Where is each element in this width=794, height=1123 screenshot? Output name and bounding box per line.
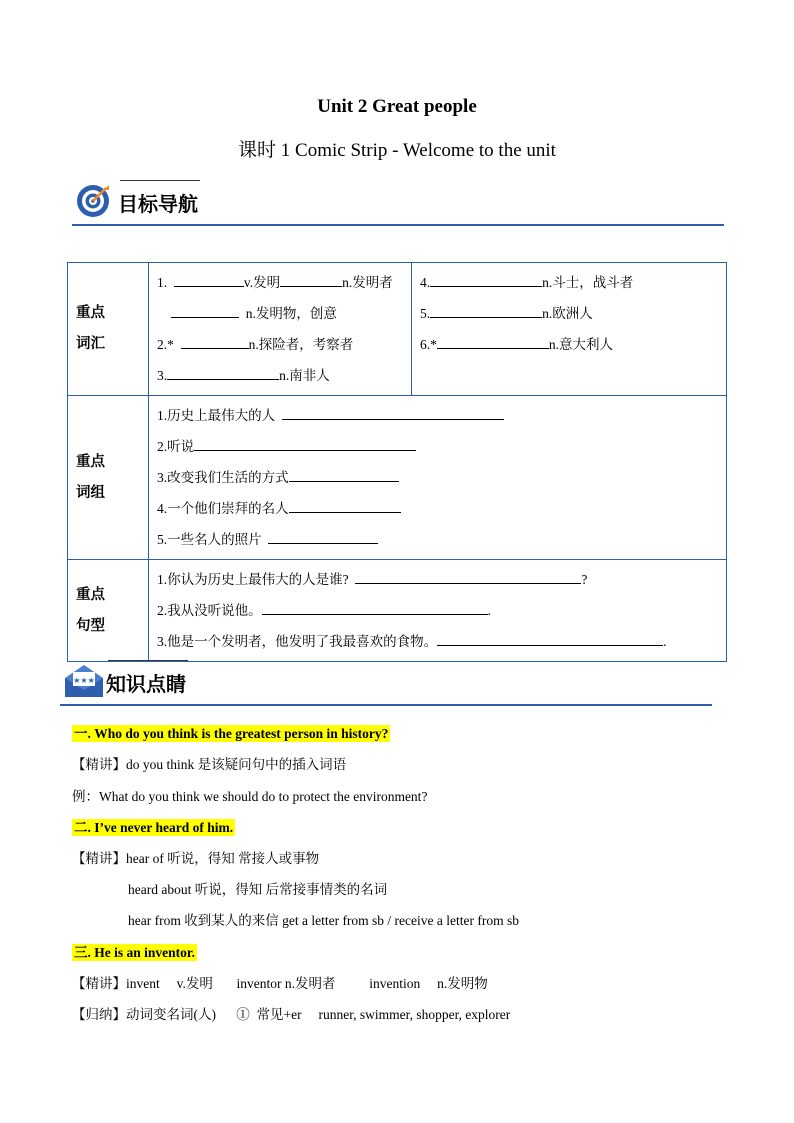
point-2-line-3: hear from 收到某人的来信 get a letter from sb / receive a letter from sb: [128, 913, 519, 928]
section-label: 目标导航: [118, 192, 198, 216]
vocab-label: 重点 词汇: [68, 263, 149, 396]
page-title: Unit 2 Great people: [317, 96, 477, 117]
point-2-note: 【精讲】hear of 听说，得知 常接人或事物: [72, 851, 320, 866]
point-1-heading: 一. Who do you think is the greatest person in history?: [74, 726, 389, 741]
section-label: 知识点睛: [106, 672, 186, 696]
page-subtitle: 课时 1 Comic Strip - Welcome to the unit: [238, 140, 556, 161]
point-3-note: 【精讲】invent v.发明 inventor n.发明者 invention n.发明物: [72, 976, 488, 991]
point-1-example: 例：What do you think we should do to protect the environment?: [72, 789, 428, 804]
section-rule: [60, 704, 712, 706]
section-header-goals: [72, 180, 724, 226]
point-2-line-2: heard about 听说，得知 后常接事情类的名词: [128, 882, 388, 897]
phrase-label: 重点 词组: [68, 396, 149, 560]
sentence-label: 重点 句型: [68, 560, 149, 662]
point-2-heading: 二. I’ve never heard of him.: [74, 820, 234, 835]
vocab-left-cell: 1. v.发明 n.发明者 n.发明物，创意 2.* n.探险者，考察者 3. n.南非人: [149, 263, 412, 396]
target-icon: [76, 184, 110, 218]
vocab-right-cell: 4. n.斗士，战斗者 5. n.欧洲人 6.* n.意大利人: [412, 263, 727, 396]
header-topline: [108, 660, 188, 661]
point-3-heading: 三. He is an inventor.: [74, 945, 196, 960]
section-header-knowledge: [60, 660, 712, 706]
svg-text:★★★: ★★★: [73, 676, 95, 685]
key-points-table: [67, 262, 727, 662]
header-topline: [120, 180, 200, 181]
phrase-cell: 1.历史上最伟大的人 2.听说 3.改变我们生活的方式 4.一个他们崇拜的名人 5.一些名人的照片: [149, 396, 727, 560]
section-rule: [72, 224, 724, 226]
point-3-summary: 【归纳】动词变名词(人) ① 常见+er runner, swimmer, shopper, explorer: [72, 1007, 511, 1022]
point-1-note: 【精讲】do you think 是该疑问句中的插入词语: [72, 757, 347, 772]
sentence-cell: 1.你认为历史上最伟大的人是谁? ? 2.我从没听说他。 . 3.他是一个发明者，他发明了我最喜欢的食物。 .: [149, 560, 727, 662]
envelope-star-icon: [64, 664, 104, 698]
